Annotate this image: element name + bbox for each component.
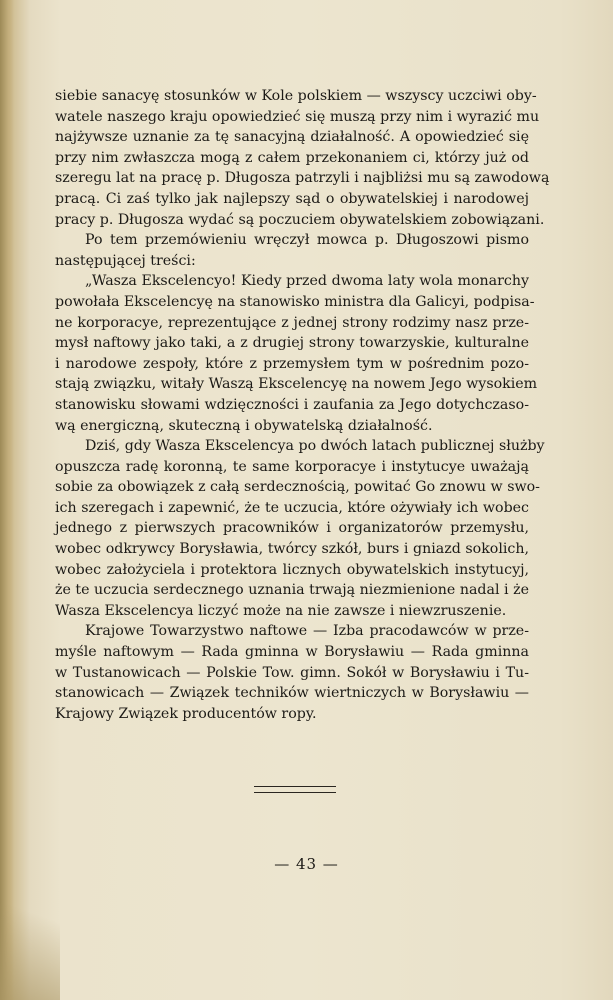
text-line: ne korporacye, reprezentujące z jednej strony rodzimy nasz prze- [55, 314, 529, 331]
body-text [55, 86, 550, 724]
text-line: i narodowe zespoły, które z przemysłem tym w pośrednim pozo- [55, 355, 529, 372]
paragraph [55, 230, 529, 271]
text-line: pracą. Ci zaś tylko jak najlepszy sąd o obywatelskiej i narodowej [55, 190, 529, 207]
text-line: wobec założyciela i protektora licznych obywatelskich instytucyj, [55, 561, 529, 578]
paragraph [55, 436, 545, 621]
text-line: że te uczucia serdecznego uznania trwają niezmienione nadal i że [55, 582, 529, 599]
text-line: pracy p. Długosza wydać są poczuciem obywatelskiem zobowiązani. [55, 211, 545, 228]
text-line: opuszcza radę koronną, te same korporacye i instytucye uważają [55, 458, 529, 475]
text-line: przy nim zwłaszcza mogą z całem przekonaniem ci, którzy już od [55, 149, 529, 166]
book-spine-shadow [0, 0, 14, 1000]
text-line: następującej treści: [55, 252, 196, 269]
paragraph [55, 271, 538, 436]
text-line: jednego z pierwszych pracowników i organizatorów przemysłu, [55, 520, 529, 537]
text-line: watele naszego kraju opowiedzieć się muszą przy nim i wyrazić mu [55, 108, 540, 125]
text-line: „Wasza Ekscelencyo! Kiedy przed dwoma laty wola monarchy [85, 273, 529, 290]
text-line: stają związku, witały Waszą Ekscelencyę na nowem Jego wysokiem [55, 376, 538, 393]
text-line: najżywsze uznanie za tę sanacyjną działalność. A opowiedzieć się [55, 129, 529, 146]
text-line: ich szeregach i zapewnić, że te uczucia, które ożywiały ich wobec [55, 499, 529, 516]
text-line: myśle naftowym — Rada gminna w Borysławiu — Rada gminna [55, 644, 529, 661]
text-line: sobie za obowiązek z całą serdecznością, powitać Go znowu w swo- [55, 479, 540, 496]
text-line: wą energiczną, skuteczną i obywatelską działalność. [55, 417, 433, 434]
text-line: wobec odkrywcy Borysławia, twórcy szkół, burs i gniazd sokolich, [55, 541, 529, 558]
text-line: stanowisku słowami wdzięczności i zaufania za Jego dotychczaso- [55, 396, 529, 413]
text-line: mysł naftowy jako taki, a z drugiej strony towarzyskie, kulturalne [55, 335, 529, 352]
text-line: Krajowe Towarzystwo naftowe — Izba pracodawców w prze- [85, 623, 529, 640]
text-line: Krajowy Związek producentów ropy. [55, 705, 317, 722]
text-line: stanowicach — Związek techników wiertniczych w Borysławiu — [55, 685, 529, 702]
page-corner-shadow [0, 880, 60, 1000]
text-line: Dziś, gdy Wasza Ekscelencya po dwóch latach publicznej służby [85, 438, 545, 455]
text-line: w Tustanowicach — Polskie Tow. gimn. Sokół w Borysławiu i Tu- [55, 664, 529, 681]
paragraph [55, 86, 550, 230]
text-line: Wasza Ekscelencya liczyć może na nie zawsze i niewzruszenie. [55, 602, 507, 619]
text-line: szeregu lat na pracę p. Długosza patrzyli i najbliżsi mu są zawodową [55, 170, 550, 187]
paragraph [55, 621, 529, 724]
text-line: siebie sanacyę stosunków w Kole polskiem — wszyscy uczciwi oby- [55, 88, 537, 104]
text-line: Po tem przemówieniu wręczył mowca p. Długoszowi pismo [85, 232, 529, 249]
text-line: powołała Ekscelencyę na stanowisko ministra dla Galicyi, podpisa- [55, 293, 535, 310]
page-number: — 43 — [274, 855, 339, 873]
double-rule-divider [254, 786, 336, 793]
